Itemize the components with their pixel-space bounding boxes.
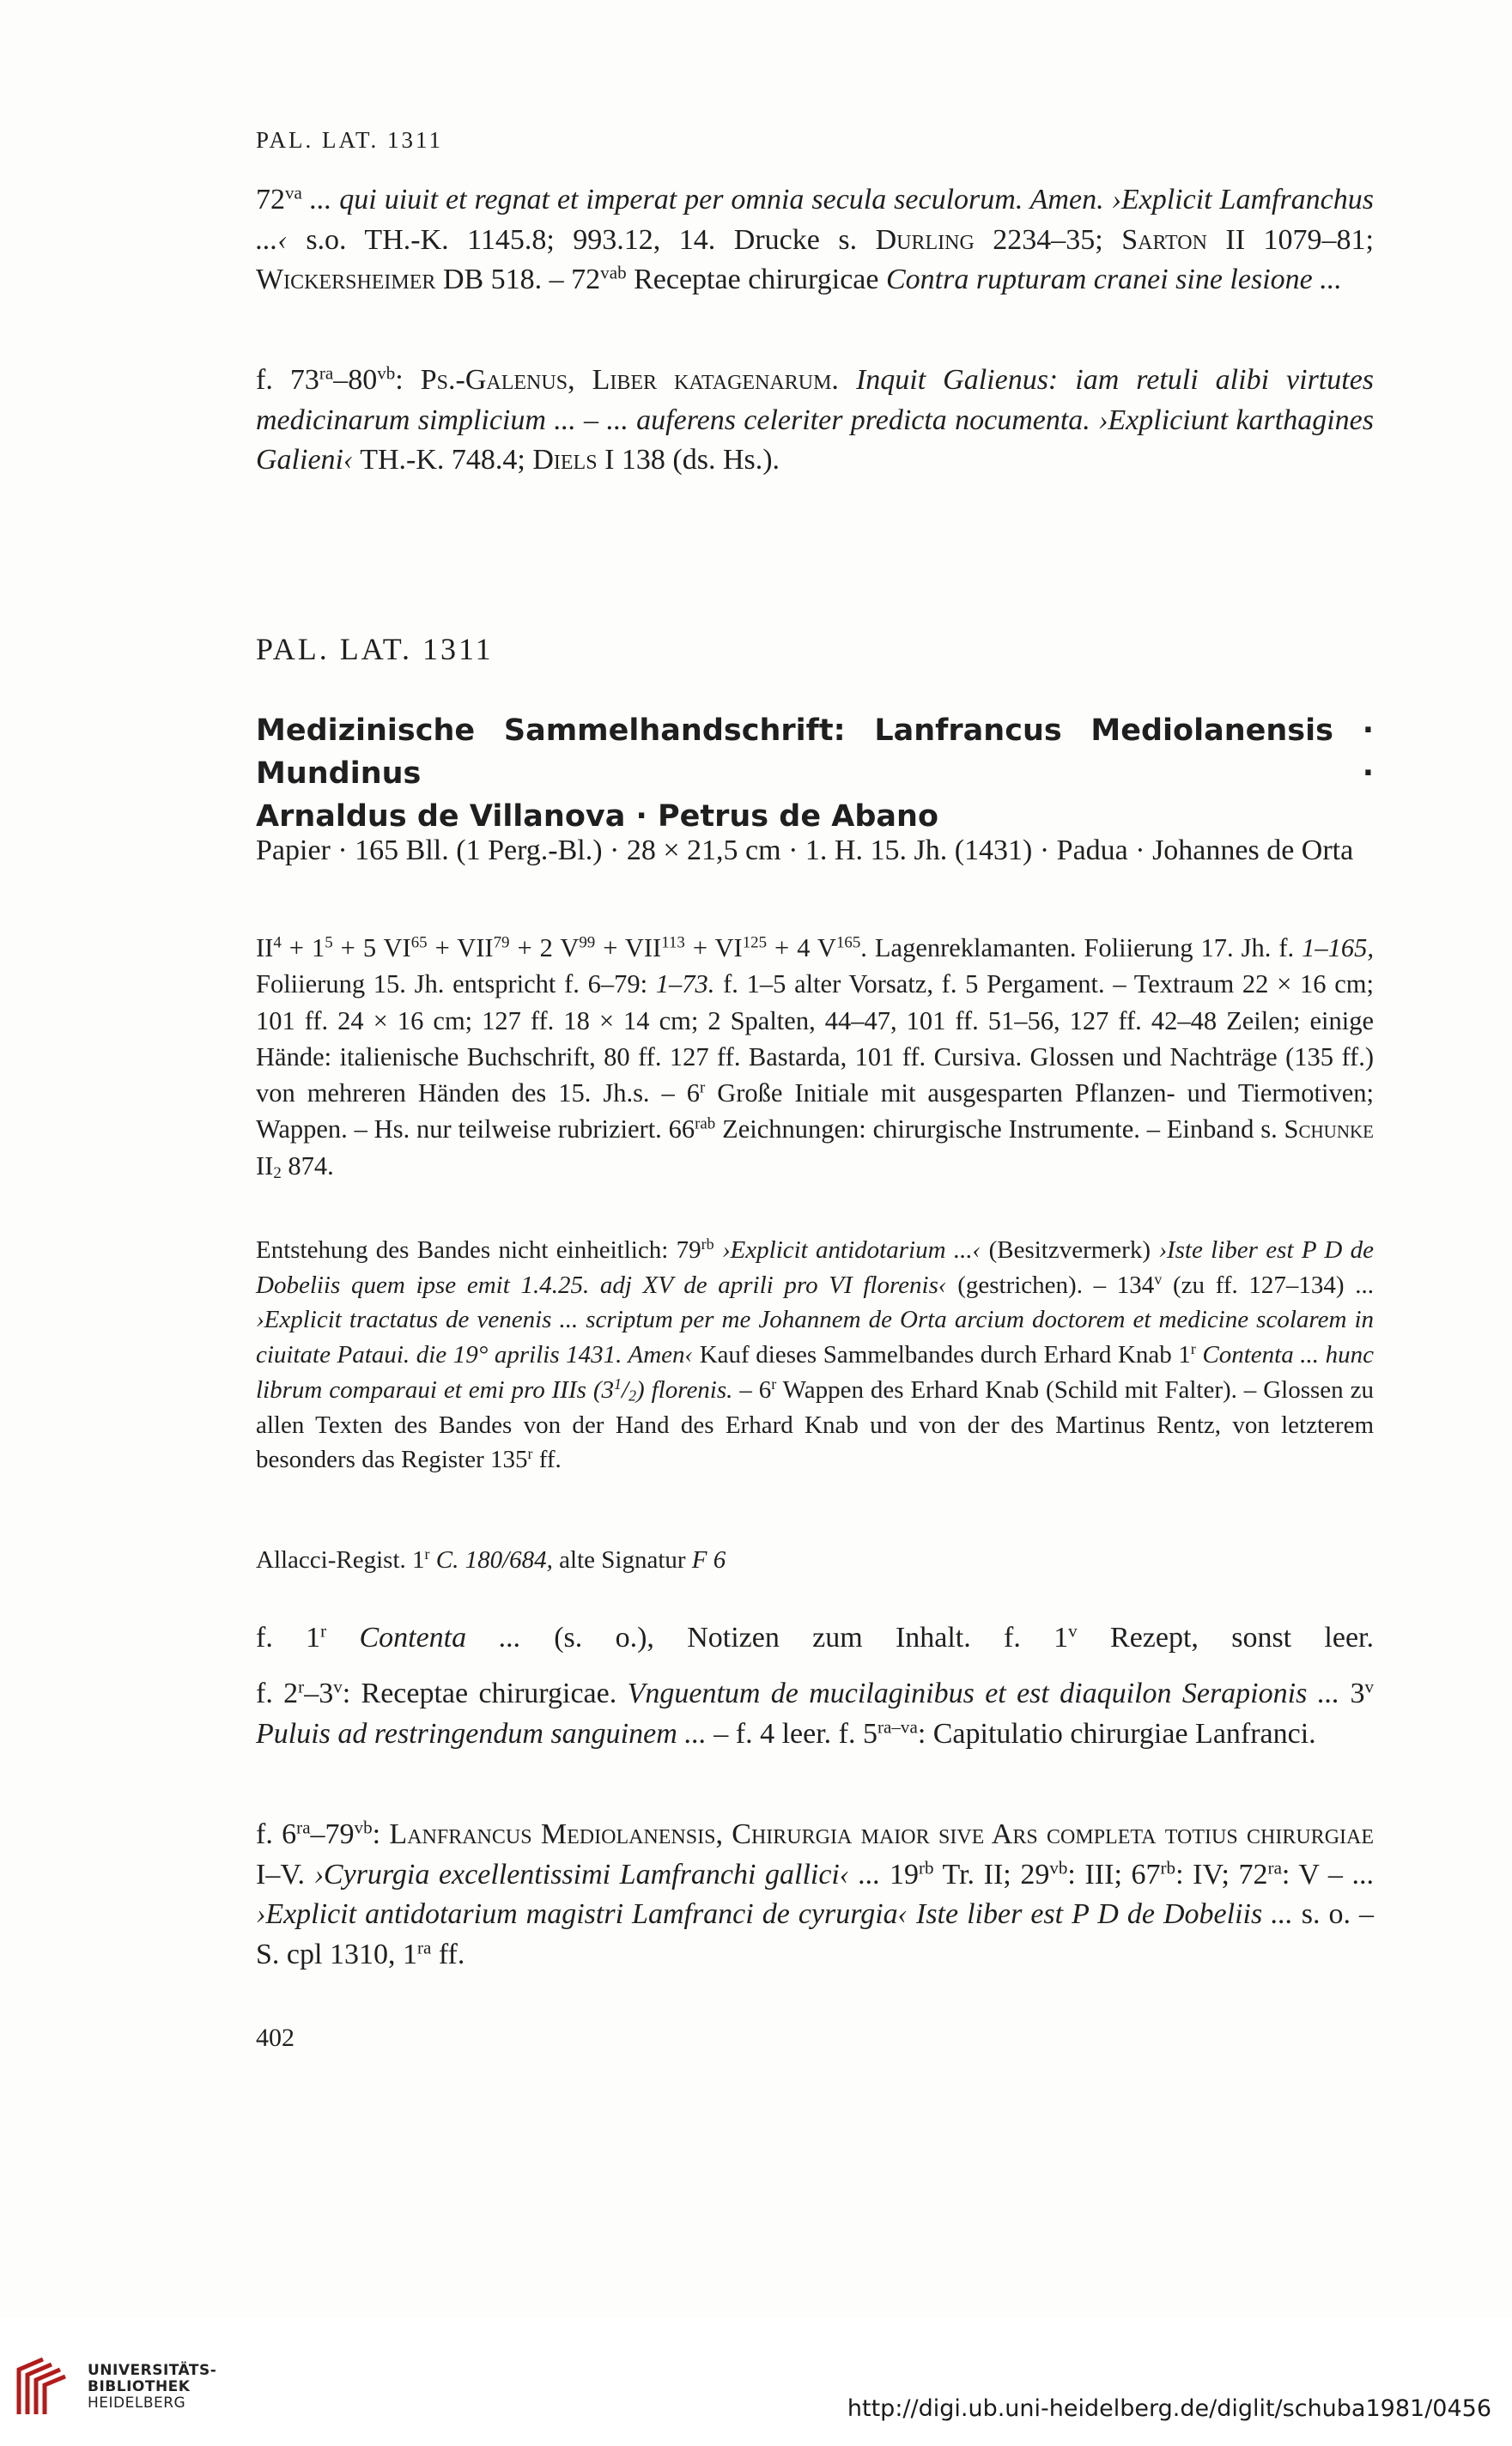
content-entry-f2: f. 2$^r$–3$^v$: Receptae chirurgicae. Vnguentum de mucilaginibus et est diaquilon Serapionis ... 3$^v$ Puluis ad restringendum sanguinem ... – f. 4 leer. f. $5^{ra-va}$: Capitulatio chirurgiae Lanfranci. [256, 1676, 1375, 1750]
permalink-url[interactable]: http://digi.ub.uni-heidelberg.de/diglit/schuba1981/0456 [847, 2395, 1491, 2422]
title-line-2: Arnaldus de Villanova · Petrus de Abano [256, 799, 939, 834]
title-line-1: Medizinische Sammelhandschrift: Lanfrancus Mediolanensis · Mundinus · [256, 713, 1374, 791]
collation-paragraph: $II^4 + 1^5 + 5$ $VI^{65} + VII^{79} + 2$ $V^{99} + VII^{113} + VI^{125} + 4$ $V^{165}$. Lagenreklamanten. Foliierung 17. Jh. f. 1–165, Foliierung 15. Jh. entspricht f. 6–79: 1–73. f. 1–5 alter Vorsatz, f. 5 Pergament. – Textraum 22 × 16 cm; 101 ff. 24 × 16 cm; 127 ff. 18 × 14 cm; 2 Spalten, 44–47, 101 ff. 51–56, 127 ff. 42–48 Zeilen; einige Hände: italienische Buchschrift, 80 ff. 127 ff. Bastarda, 101 ff. Cursiva. Glossen und Nachträge (135 ff.) von mehreren Händen des 15. Jh.s. – 6$^r$ Große Initiale mit ausgesparten Pflanzen- und Tiermotiven; Wappen. – Hs. nur teilweise rubriziert. $66^{rab}$ Zeichnungen: chirurgische Instrumente. – Einband s. Schunke $II_2$ 874. [256, 933, 1374, 1182]
content-entry-f1: f. 1$^r$ Contenta ... (s. o.), Notizen zum Inhalt. f. 1$^v$ Rezept, sonst leer. [256, 1620, 1374, 1654]
continued-entry-73: f. $73^{ra}-80^{vb}$: Ps.-Galenus, Liber katagenarum. Inquit Galienus: iam retuli alibi virtutes medicinarum simplicium ... – ... auferens celeriter predicta nocumenta. ›Expliciunt karthagines Galieni‹ TH.-K. 748.4; Diels I 138 (ds. Hs.). [256, 362, 1375, 476]
running-head: PAL. LAT. 1311 [256, 127, 444, 153]
continued-entry-72: $72^{va}$ ... qui uiuit et regnat et imperat per omnia secula seculorum. Amen. ›Explicit Lamfranchus ...‹ s.o. TH.-K. 1145.8; 993.12, 14. Drucke s. Durling 2234–35; Sarton II 1079–81; Wickersheimer DB 518. – $72^{vab}$ Receptae chirurgicae Contra rupturam cranei sine lesione ... [256, 182, 1374, 295]
manuscript-heading: PAL. LAT. 1311 [256, 632, 494, 666]
library-logo-text: UNIVERSITÄTS- BIBLIOTHEK HEIDELBERG [88, 2362, 217, 2412]
viewer-footer [0, 2318, 1512, 2446]
library-logo-icon [14, 2354, 70, 2419]
allacci-register: Allacci-Regist. 1$^r$ C. 180/684, alte Signatur F 6 [256, 1545, 726, 1574]
manuscript-title [256, 709, 1374, 838]
content-entry-f6: f. $6^{ra}-79^{vb}$: Lanfrancus Mediolanensis, Chirurgia maior sive Ars completa totius chirurgiae I–V. ›Cyrurgia excellentissimi Lamfranchi gallici‹ ... $19^{rb}$ Tr. II; $29^{vb}$: III; $67^{rb}$: IV; $72^{ra}$: V – ... ›Explicit antidotarium magistri Lamfranci de cyrurgia‹ Iste liber est P D de Dobeliis ... s. o. – S. cpl 1310, $1^{ra}$ ff. [256, 1817, 1375, 1970]
page-number: 402 [256, 2024, 295, 2052]
origin-paragraph: Entstehung des Bandes nicht einheitlich: $79^{rb}$ ›Explicit antidotarium ...‹ (Besitzvermerk) ›Iste liber est P D de Dobeliis quem ipse emit 1.4.25. adj XV de aprili pro VI florenis‹ (gestrichen). – 134$^v$ (zu ff. 127–134) ... ›Explicit tractatus de venenis ... scriptum per me Johannem de Orta arcium doctorem et medicine scolarem in ciuitate Pataui. die 19° aprilis 1431. Amen‹ Kauf dieses Sammelbandes durch Erhard Knab 1$^r$ Contenta ... hunc librum comparaui et emi pro IIIs $(3^1/_2)$ florenis. – 6$^r$ Wappen des Erhard Knab (Schild mit Falter). – Glossen zu allen Texten des Bandes von der Hand des Erhard Knab und von der des Martinus Rentz, von letzterem besonders das Register 135$^r$ ff. [256, 1235, 1374, 1474]
physical-description: Papier · 165 Bll. (1 Perg.-Bl.) · 28 × 21,5 cm · 1. H. 15. Jh. (1431) · Padua · Johannes de Orta [256, 835, 1354, 866]
